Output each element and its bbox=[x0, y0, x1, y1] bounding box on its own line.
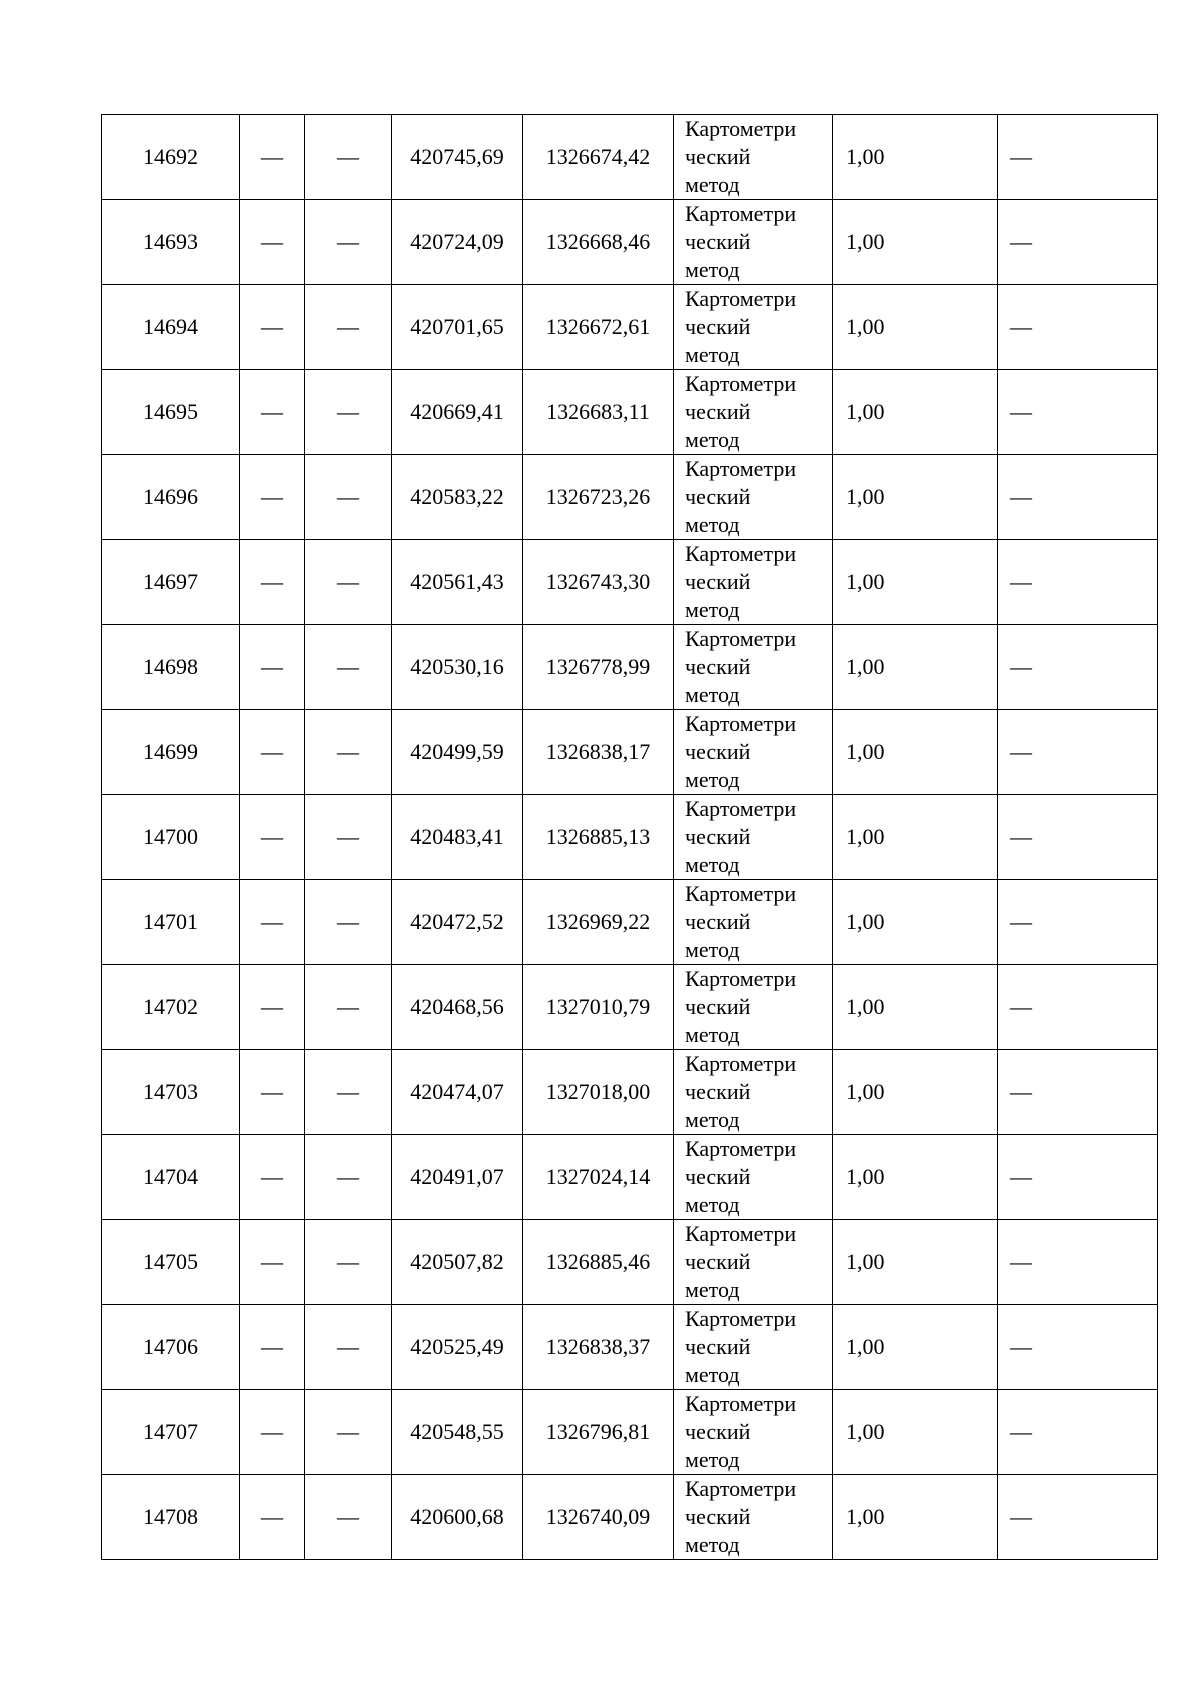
table-row bbox=[102, 1305, 1158, 1390]
note-cell: — bbox=[998, 1390, 1158, 1475]
table-row bbox=[102, 285, 1158, 370]
dash-cell: — bbox=[240, 1050, 305, 1135]
table-row bbox=[102, 710, 1158, 795]
y-coordinate-cell: 1327010,79 bbox=[523, 965, 674, 1050]
point-number-cell: 14696 bbox=[102, 455, 240, 540]
table-row bbox=[102, 795, 1158, 880]
method-cell bbox=[674, 1305, 833, 1390]
dash-cell: — bbox=[305, 1475, 392, 1560]
y-coordinate-cell: 1326683,11 bbox=[523, 370, 674, 455]
dash-cell: — bbox=[305, 200, 392, 285]
y-coordinate-cell: 1327024,14 bbox=[523, 1135, 674, 1220]
method-text-line: ческий bbox=[685, 399, 751, 424]
dash-cell: — bbox=[240, 285, 305, 370]
method-text-line: Картометри bbox=[685, 796, 797, 821]
method-text-line: метод bbox=[685, 1362, 740, 1387]
method-cell bbox=[674, 1220, 833, 1305]
dash-cell: — bbox=[305, 455, 392, 540]
accuracy-cell: 1,00 bbox=[833, 115, 998, 200]
note-cell: — bbox=[998, 455, 1158, 540]
method-text-line: метод bbox=[685, 257, 740, 282]
method-cell bbox=[674, 455, 833, 540]
method-text-line: ческий bbox=[685, 739, 751, 764]
method-text-line: метод bbox=[685, 512, 740, 537]
point-number-cell: 14695 bbox=[102, 370, 240, 455]
note-cell: — bbox=[998, 880, 1158, 965]
x-coordinate-cell: 420745,69 bbox=[392, 115, 523, 200]
method-cell bbox=[674, 1135, 833, 1220]
note-cell: — bbox=[998, 1135, 1158, 1220]
method-cell bbox=[674, 540, 833, 625]
method-text-line: метод bbox=[685, 1022, 740, 1047]
dash-cell: — bbox=[240, 540, 305, 625]
note-cell: — bbox=[998, 370, 1158, 455]
method-cell bbox=[674, 625, 833, 710]
note-cell: — bbox=[998, 1305, 1158, 1390]
x-coordinate-cell: 420724,09 bbox=[392, 200, 523, 285]
point-number-cell: 14698 bbox=[102, 625, 240, 710]
note-cell: — bbox=[998, 1050, 1158, 1135]
accuracy-cell: 1,00 bbox=[833, 1305, 998, 1390]
method-text-line: Картометри bbox=[685, 626, 797, 651]
dash-cell: — bbox=[240, 370, 305, 455]
method-text-line: Картометри bbox=[685, 881, 797, 906]
method-text-line: ческий bbox=[685, 229, 751, 254]
method-text-line: метод bbox=[685, 937, 740, 962]
dash-cell: — bbox=[305, 710, 392, 795]
table-row bbox=[102, 1390, 1158, 1475]
method-text-line: ческий bbox=[685, 1249, 751, 1274]
y-coordinate-cell: 1326740,09 bbox=[523, 1475, 674, 1560]
accuracy-cell: 1,00 bbox=[833, 285, 998, 370]
method-text-line: ческий bbox=[685, 1164, 751, 1189]
point-number-cell: 14699 bbox=[102, 710, 240, 795]
accuracy-cell: 1,00 bbox=[833, 540, 998, 625]
table-row bbox=[102, 1135, 1158, 1220]
note-cell: — bbox=[998, 115, 1158, 200]
y-coordinate-cell: 1326778,99 bbox=[523, 625, 674, 710]
note-cell: — bbox=[998, 965, 1158, 1050]
method-text-line: ческий bbox=[685, 654, 751, 679]
y-coordinate-cell: 1326885,13 bbox=[523, 795, 674, 880]
dash-cell: — bbox=[240, 115, 305, 200]
point-number-cell: 14701 bbox=[102, 880, 240, 965]
dash-cell: — bbox=[240, 455, 305, 540]
note-cell: — bbox=[998, 200, 1158, 285]
point-number-cell: 14694 bbox=[102, 285, 240, 370]
method-text-line: метод bbox=[685, 767, 740, 792]
dash-cell: — bbox=[305, 880, 392, 965]
y-coordinate-cell: 1326723,26 bbox=[523, 455, 674, 540]
table-row bbox=[102, 370, 1158, 455]
accuracy-cell: 1,00 bbox=[833, 370, 998, 455]
method-text-line: Картометри bbox=[685, 711, 797, 736]
point-number-cell: 14700 bbox=[102, 795, 240, 880]
method-text-line: Картометри bbox=[685, 456, 797, 481]
accuracy-cell: 1,00 bbox=[833, 965, 998, 1050]
table-row bbox=[102, 1220, 1158, 1305]
dash-cell: — bbox=[240, 710, 305, 795]
dash-cell: — bbox=[240, 795, 305, 880]
dash-cell: — bbox=[305, 115, 392, 200]
table-row bbox=[102, 625, 1158, 710]
x-coordinate-cell: 420483,41 bbox=[392, 795, 523, 880]
x-coordinate-cell: 420701,65 bbox=[392, 285, 523, 370]
y-coordinate-cell: 1326796,81 bbox=[523, 1390, 674, 1475]
dash-cell: — bbox=[240, 880, 305, 965]
method-text-line: ческий bbox=[685, 1504, 751, 1529]
method-text-line: ческий bbox=[685, 569, 751, 594]
table-row bbox=[102, 455, 1158, 540]
note-cell: — bbox=[998, 625, 1158, 710]
method-text-line: ческий bbox=[685, 1079, 751, 1104]
method-text-line: метод bbox=[685, 427, 740, 452]
method-cell bbox=[674, 200, 833, 285]
dash-cell: — bbox=[305, 370, 392, 455]
point-number-cell: 14702 bbox=[102, 965, 240, 1050]
dash-cell: — bbox=[305, 625, 392, 710]
x-coordinate-cell: 420507,82 bbox=[392, 1220, 523, 1305]
coordinates-table bbox=[101, 114, 1158, 1560]
note-cell: — bbox=[998, 710, 1158, 795]
point-number-cell: 14708 bbox=[102, 1475, 240, 1560]
point-number-cell: 14692 bbox=[102, 115, 240, 200]
method-text-line: метод bbox=[685, 342, 740, 367]
table-row bbox=[102, 880, 1158, 965]
table-row bbox=[102, 200, 1158, 285]
y-coordinate-cell: 1326668,46 bbox=[523, 200, 674, 285]
method-text-line: Картометри bbox=[685, 201, 797, 226]
method-text-line: метод bbox=[685, 1447, 740, 1472]
dash-cell: — bbox=[240, 1135, 305, 1220]
x-coordinate-cell: 420548,55 bbox=[392, 1390, 523, 1475]
accuracy-cell: 1,00 bbox=[833, 880, 998, 965]
y-coordinate-cell: 1327018,00 bbox=[523, 1050, 674, 1135]
dash-cell: — bbox=[305, 285, 392, 370]
method-text-line: ческий bbox=[685, 824, 751, 849]
method-cell bbox=[674, 115, 833, 200]
accuracy-cell: 1,00 bbox=[833, 1390, 998, 1475]
note-cell: — bbox=[998, 540, 1158, 625]
dash-cell: — bbox=[240, 200, 305, 285]
x-coordinate-cell: 420600,68 bbox=[392, 1475, 523, 1560]
point-number-cell: 14707 bbox=[102, 1390, 240, 1475]
dash-cell: — bbox=[305, 795, 392, 880]
table-row bbox=[102, 965, 1158, 1050]
method-text-line: Картометри bbox=[685, 1051, 797, 1076]
x-coordinate-cell: 420530,16 bbox=[392, 625, 523, 710]
method-cell bbox=[674, 965, 833, 1050]
method-text-line: Картометри bbox=[685, 371, 797, 396]
dash-cell: — bbox=[305, 1305, 392, 1390]
note-cell: — bbox=[998, 1220, 1158, 1305]
x-coordinate-cell: 420583,22 bbox=[392, 455, 523, 540]
x-coordinate-cell: 420669,41 bbox=[392, 370, 523, 455]
method-text-line: Картометри bbox=[685, 966, 797, 991]
method-text-line: ческий bbox=[685, 314, 751, 339]
accuracy-cell: 1,00 bbox=[833, 1220, 998, 1305]
point-number-cell: 14697 bbox=[102, 540, 240, 625]
method-text-line: Картометри bbox=[685, 1391, 797, 1416]
y-coordinate-cell: 1326672,61 bbox=[523, 285, 674, 370]
method-cell bbox=[674, 1050, 833, 1135]
point-number-cell: 14703 bbox=[102, 1050, 240, 1135]
method-text-line: Картометри bbox=[685, 286, 797, 311]
method-text-line: метод bbox=[685, 172, 740, 197]
x-coordinate-cell: 420474,07 bbox=[392, 1050, 523, 1135]
dash-cell: — bbox=[305, 1390, 392, 1475]
dash-cell: — bbox=[240, 1390, 305, 1475]
point-number-cell: 14705 bbox=[102, 1220, 240, 1305]
method-text-line: ческий bbox=[685, 1334, 751, 1359]
y-coordinate-cell: 1326838,17 bbox=[523, 710, 674, 795]
dash-cell: — bbox=[240, 625, 305, 710]
method-cell bbox=[674, 285, 833, 370]
y-coordinate-cell: 1326885,46 bbox=[523, 1220, 674, 1305]
dash-cell: — bbox=[240, 1475, 305, 1560]
accuracy-cell: 1,00 bbox=[833, 1135, 998, 1220]
table-row bbox=[102, 1050, 1158, 1135]
method-text-line: ческий bbox=[685, 994, 751, 1019]
y-coordinate-cell: 1326969,22 bbox=[523, 880, 674, 965]
method-text-line: метод bbox=[685, 1532, 740, 1557]
method-text-line: метод bbox=[685, 1277, 740, 1302]
dash-cell: — bbox=[305, 1050, 392, 1135]
method-text-line: ческий bbox=[685, 484, 751, 509]
y-coordinate-cell: 1326838,37 bbox=[523, 1305, 674, 1390]
x-coordinate-cell: 420561,43 bbox=[392, 540, 523, 625]
method-text-line: Картометри bbox=[685, 1306, 797, 1331]
dash-cell: — bbox=[305, 1135, 392, 1220]
dash-cell: — bbox=[305, 965, 392, 1050]
accuracy-cell: 1,00 bbox=[833, 710, 998, 795]
method-cell bbox=[674, 880, 833, 965]
dash-cell: — bbox=[305, 540, 392, 625]
x-coordinate-cell: 420499,59 bbox=[392, 710, 523, 795]
method-text-line: Картометри bbox=[685, 116, 797, 141]
method-text-line: Картометри bbox=[685, 1136, 797, 1161]
table-row bbox=[102, 540, 1158, 625]
dash-cell: — bbox=[240, 1220, 305, 1305]
point-number-cell: 14693 bbox=[102, 200, 240, 285]
dash-cell: — bbox=[240, 1305, 305, 1390]
dash-cell: — bbox=[305, 1220, 392, 1305]
note-cell: — bbox=[998, 285, 1158, 370]
accuracy-cell: 1,00 bbox=[833, 625, 998, 710]
y-coordinate-cell: 1326674,42 bbox=[523, 115, 674, 200]
method-text-line: метод bbox=[685, 852, 740, 877]
note-cell: — bbox=[998, 1475, 1158, 1560]
y-coordinate-cell: 1326743,30 bbox=[523, 540, 674, 625]
method-cell bbox=[674, 1390, 833, 1475]
accuracy-cell: 1,00 bbox=[833, 455, 998, 540]
method-text-line: Картометри bbox=[685, 541, 797, 566]
x-coordinate-cell: 420472,52 bbox=[392, 880, 523, 965]
point-number-cell: 14706 bbox=[102, 1305, 240, 1390]
table-row bbox=[102, 1475, 1158, 1560]
method-text-line: метод bbox=[685, 1192, 740, 1217]
x-coordinate-cell: 420491,07 bbox=[392, 1135, 523, 1220]
accuracy-cell: 1,00 bbox=[833, 1050, 998, 1135]
method-cell bbox=[674, 370, 833, 455]
method-cell bbox=[674, 710, 833, 795]
method-text-line: Картометри bbox=[685, 1476, 797, 1501]
method-text-line: ческий bbox=[685, 1419, 751, 1444]
note-cell: — bbox=[998, 795, 1158, 880]
accuracy-cell: 1,00 bbox=[833, 1475, 998, 1560]
accuracy-cell: 1,00 bbox=[833, 200, 998, 285]
method-text-line: Картометри bbox=[685, 1221, 797, 1246]
dash-cell: — bbox=[240, 965, 305, 1050]
x-coordinate-cell: 420525,49 bbox=[392, 1305, 523, 1390]
accuracy-cell: 1,00 bbox=[833, 795, 998, 880]
table-row bbox=[102, 115, 1158, 200]
method-text-line: метод bbox=[685, 1107, 740, 1132]
method-cell bbox=[674, 1475, 833, 1560]
method-text-line: ческий bbox=[685, 144, 751, 169]
method-cell bbox=[674, 795, 833, 880]
method-text-line: ческий bbox=[685, 909, 751, 934]
table-body bbox=[102, 115, 1158, 1560]
method-text-line: метод bbox=[685, 597, 740, 622]
point-number-cell: 14704 bbox=[102, 1135, 240, 1220]
x-coordinate-cell: 420468,56 bbox=[392, 965, 523, 1050]
method-text-line: метод bbox=[685, 682, 740, 707]
